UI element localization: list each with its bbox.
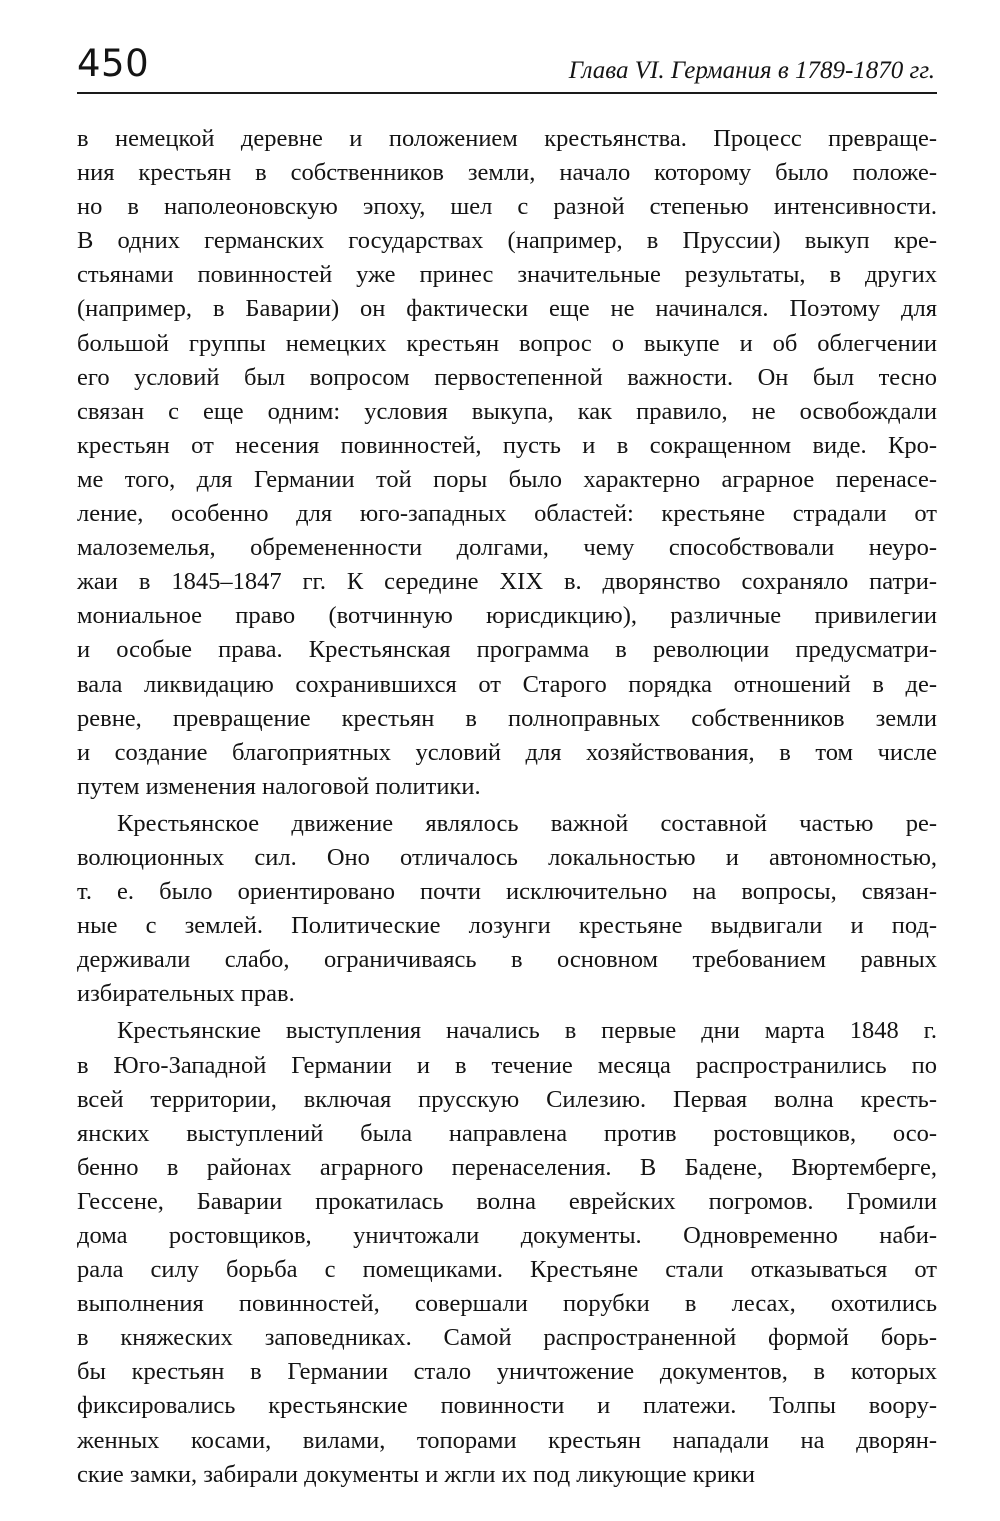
text-line: вала ликвидацию сохранившихся от Старого порядка отношений в де- (77, 670, 937, 698)
text-line: ния крестьян в собственников земли, начало которому было положе- (77, 159, 937, 187)
text-line: выполнения повинностей, совершали порубки в лесах, охотились (77, 1290, 937, 1318)
text-line: рала силу борьба с помещиками. Крестьяне стали отказываться от (77, 1256, 937, 1284)
text-line: дома ростовщиков, уничтожали документы. Одновременно наби- (77, 1222, 937, 1249)
text-line: фиксировались крестьянские повинности и платежи. Толпы воору- (77, 1392, 937, 1420)
text-line: ление, особенно для юго-западных областей: крестьяне страдали от (77, 500, 937, 528)
text-line: и особые права. Крестьянская программа в революции предусматри- (77, 636, 937, 664)
text-line: ские замки, забирали документы и жгли их под ликующие крики (77, 1460, 755, 1488)
text-line: малоземелья, обремененности долгами, чему способствовали неуро- (77, 534, 937, 562)
text-line: стьянами повинностей уже принес значительные результаты, в других (77, 261, 937, 289)
text-line: янских выступлений была направлена против ростовщиков, осо- (77, 1119, 937, 1147)
text-line: женных косами, вилами, топорами крестьян нападали на дворян- (77, 1426, 937, 1454)
page-number: 450 (77, 42, 150, 85)
text-line: ревне, превращение крестьян в полноправных собственников земли (77, 704, 937, 732)
text-line: избирательных прав. (77, 980, 295, 1008)
paragraph (77, 122, 937, 804)
text-line: крестьян от несения повинностей, пусть и в сокращенном виде. Кро- (77, 431, 937, 459)
text-line: жаи в 1845–1847 гг. К середине XIX в. дворянство сохраняло патри- (77, 568, 937, 596)
paragraph (77, 1014, 937, 1491)
text-line: большой группы немецких крестьян вопрос о выкупе и об облегчении (77, 329, 937, 357)
text-line: В одних германских государствах (например, в Пруссии) выкуп кре- (77, 227, 937, 255)
text-line: в княжеских заповедниках. Самой распространенной формой борь- (77, 1324, 937, 1352)
text-line: ме того, для Германии той поры было характерно аграрное перенасе- (77, 465, 937, 493)
text-line: в немецкой деревне и положением крестьянства. Процесс превраще- (77, 125, 937, 152)
text-line: Крестьянское движение являлось важной составной частью ре- (117, 809, 937, 837)
text-line: мониальное право (вотчинную юрисдикцию), различные привилегии (77, 602, 937, 630)
text-line: всей территории, включая прусскую Силезию. Первая волна кресть- (77, 1085, 937, 1113)
page-header (77, 40, 937, 94)
paragraph (77, 807, 937, 1012)
text-line: и создание благоприятных условий для хозяйствования, в том числе (77, 738, 937, 766)
text-line: в Юго-Западной Германии и в течение месяца распространились по (77, 1051, 937, 1079)
text-line: бенно в районах аграрного перенаселения. В Бадене, Вюртемберге, (77, 1153, 937, 1181)
text-line: путем изменения налоговой политики. (77, 772, 481, 800)
text-line: Крестьянские выступления начались в первые дни марта 1848 г. (117, 1017, 937, 1045)
running-head: Глава VI. Германия в 1789-1870 гг. (568, 57, 935, 84)
body-text (77, 122, 937, 1492)
text-line: бы крестьян в Германии стало уничтожение документов, в которых (77, 1358, 937, 1386)
text-line: связан с еще одним: условия выкупа, как правило, не освобождали (77, 397, 937, 425)
text-line: ные с землей. Политические лозунги крестьяне выдвигали и под- (77, 912, 937, 940)
text-line: Гессене, Баварии прокатилась волна еврейских погромов. Громили (77, 1187, 937, 1215)
text-line: держивали слабо, ограничиваясь в основном требованием равных (77, 946, 937, 974)
text-line: т. е. было ориентировано почти исключительно на вопросы, связан- (77, 878, 937, 906)
text-line: волюционных сил. Оно отличалось локальностью и автономностью, (77, 843, 937, 871)
text-line: (например, в Баварии) он фактически еще не начинался. Поэтому для (77, 295, 937, 323)
text-line: но в наполеоновскую эпоху, шел с разной степенью интенсивности. (77, 193, 937, 221)
text-line: его условий был вопросом первостепенной важности. Он был тесно (77, 363, 937, 391)
